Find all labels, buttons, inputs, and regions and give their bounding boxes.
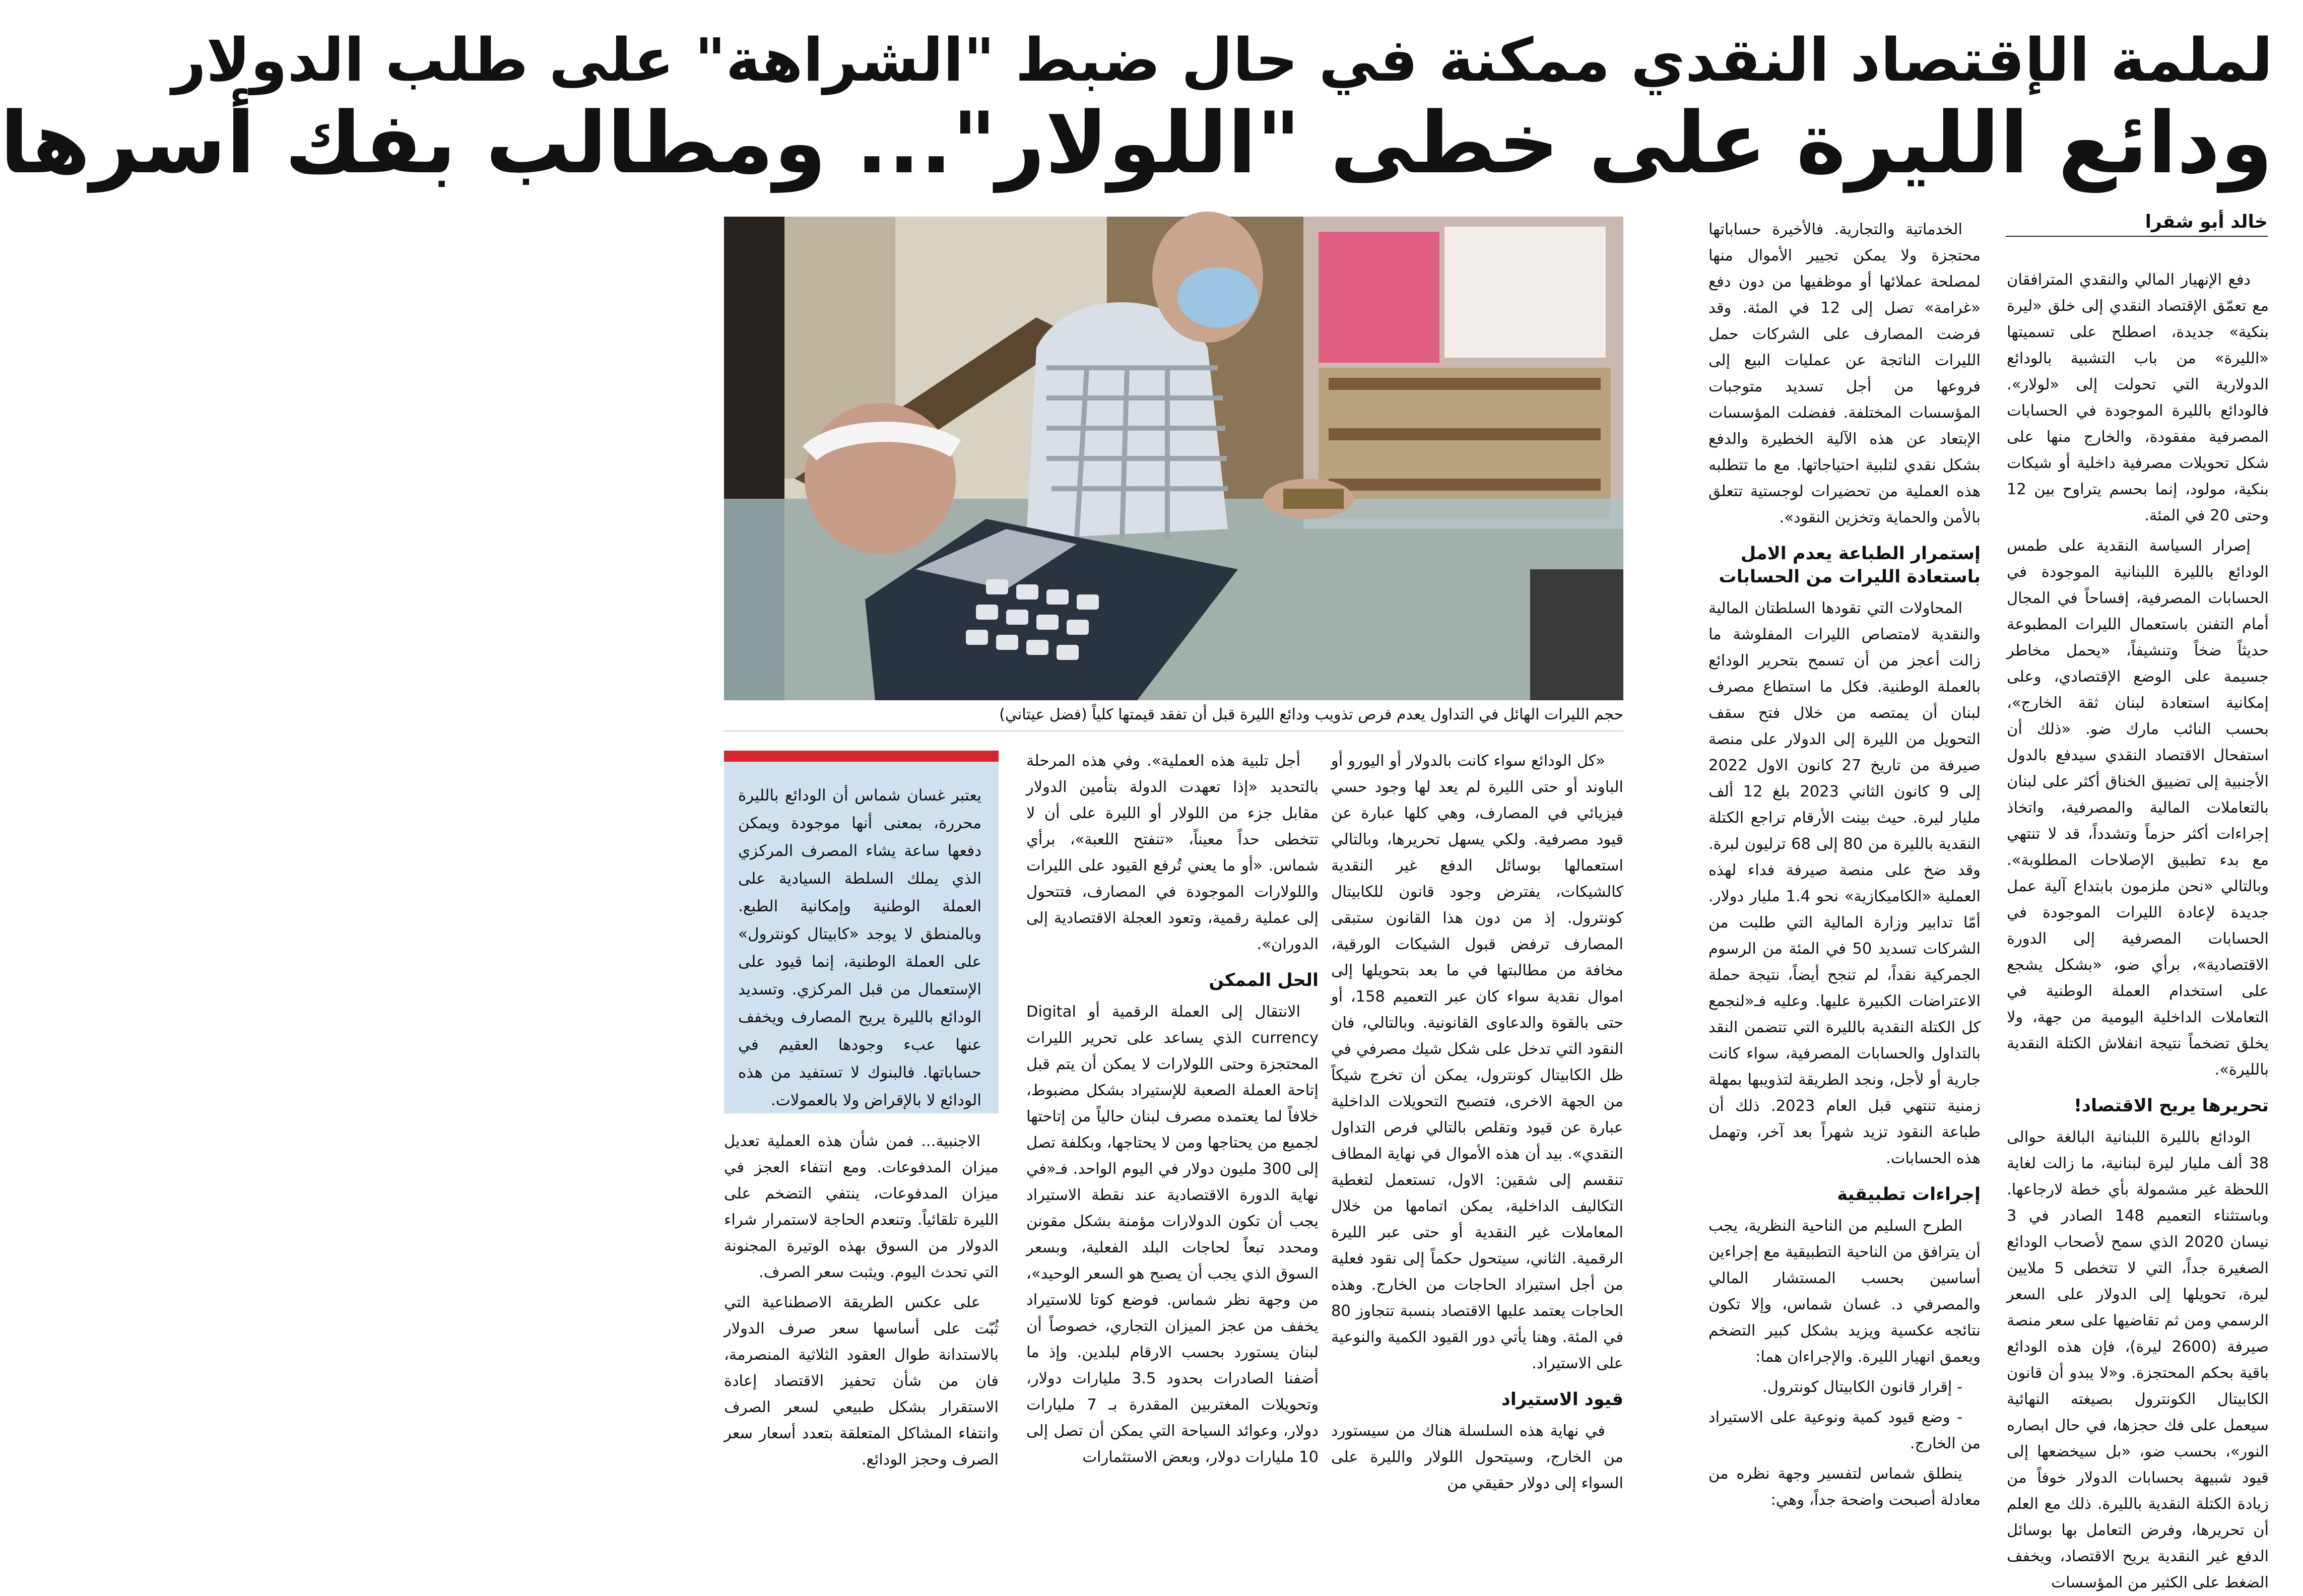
paragraph: الاجنبية... فمن شأن هذه العملية تعديل ميزان المدفوعات. ومع انتفاء العجز في ميزان المدفوعات، ينتفي التضخم على الليرة تلقائياً. وتنعدم الحاجة لاستمرار شراء الدولار من السوق بهذه الوتيرة المجنونة التي تحدث اليوم. ويثبت سعر الصرف. [724, 1133, 999, 1281]
paragraph: على عكس الطريقة الاصطناعية التي ثُبّت على أساسها سعر صرف الدولار بالاستدانة طوال العقود الثلاثية المنصرمة، فان من شأن تحفيز الاقتصاد إعادة الاستقرار بشكل طبيعي لسعر الصرف وانتفاء المشاكل المتعلقة بتعدد أسعار سعر الصرف وحجز الودائع. [724, 1294, 999, 1469]
divider [724, 730, 1623, 732]
subheading: إستمرار الطباعة يعدم الامل باستعادة الليرات من الحسابات [1719, 544, 1981, 587]
list-item: - وضع قيود كمية ونوعية على الاستيراد من الخارج. [1708, 1409, 1981, 1452]
news-photo [724, 217, 1623, 700]
paragraph: الخدماتية والتجارية. فالأخيرة حساباتها محتجزة ولا يمكن تجيير الأموال منها لمصلحة عملائها أو موظفيها من دون دفع «غرامة» تصل إلى 12 في المئة. وقد فرضت المصارف على الشركات حمل الليرات الناتجة عن عمليات البيع إلى فروعها من أجل تسديد متوجبات المؤسسات المختلفة. ففضلت المؤسسات الإبتعاد عن هذه الآلية الخطيرة والدفع بشكل نقدي لتلبية احتياجاتها. مع ما تتطلبه هذه العملية من تحضيرات لوجستية تتعلق بالأمن والحماية وتخزين النقود». [1708, 221, 1981, 526]
article-column-4 [1026, 748, 1319, 1557]
subheading: إجراءات تطبيقية [1837, 1184, 1981, 1205]
paragraph: الودائع بالليرة اللبنانية البالغة حوالى 38 ألف مليار ليرة لبنانية، ما زالت لغاية اللحظة غير مشمولة بأي خطة لارجاعها. وباستثناء التعميم 148 الصادر في 3 نيسان 2020 الذي سمح لأصحاب الودائع الصغيرة جداً، التي لا تتخطى 5 ملايين ليرة، تحويلها إلى الدولار على السعر الرسمي ومن ثم تقاضيها على سعر منصة صيرفة (2600 ليرة)، فإن هذه الودائع باقية بحكم المحتجزة. و«لا يبدو أن قانون الكابيتال الكونترول بصيغته النهائية سيعمل على فك حجزها، في حال ابصاره النور»، بحسب ضو، «بل سيخضعها إلى قيود شبيهة بحسابات الدولار خوفاً من زيادة الكتلة النقدية بالليرة. ذلك مع العلم أن تحريرها، وفرض التعامل بها بوسائل الدفع غير النقدية يريح الاقتصاد، ويخفف الضغط على الكثير من المؤسسات [2007, 1128, 2269, 1591]
byline-box [2006, 212, 2268, 237]
list-item: - إقرار قانون الكابيتال كونترول. [1762, 1378, 1962, 1396]
headline-kicker: لملمة الإقتصاد النقدي ممكنة في حال ضبط "الشراهة" على طلب الدولار [172, 25, 2273, 95]
subheading: الحل الممكن [1209, 970, 1319, 990]
sidebar-text: يعتبر غسان شماس أن الودائع بالليرة محررة، بمعنى أنها موجودة ويمكن دفعها ساعة يشاء المصرف المركزي الذي يملك السلطة السيادية على العملة الوطنية وإمكانية الطبع. وبالمنطق لا يوجد «كابيتال كونترول» على العملة الوطنية، إنما قيود على الإستعمال من قبل المركزي. وتسديد الودائع بالليرة يريح المصارف ويخفف عنها عبء وجودها العقيم في حساباتها. فالبنوك لا تستفيد من هذه الودائع لا بالإقراض ولا بالعمولات. [738, 786, 981, 1109]
paragraph: في نهاية هذه السلسلة هناك من سيستورد من الخارج، وسيتحول اللولار والليرة على السواء إلى دولار حقيقي من [1331, 1422, 1623, 1492]
sidebar-box [724, 751, 999, 1113]
headline-main: ودائع الليرة على خطى "اللولار"... ومطالب بفك أسرها [0, 94, 2273, 192]
article-column-5 [724, 1128, 999, 1557]
photo-illustration [724, 217, 1623, 700]
photo-caption: حجم الليرات الهائل في التداول يعدم فرص تذويب ودائع الليرة قبل أن تفقد قيمتها كلياً (فضل عيتاني) [999, 706, 1623, 723]
subheading: تحريرها يريح الاقتصاد! [2074, 1096, 2269, 1116]
paragraph: الانتقال إلى العملة الرقمية أو Digital currency الذي يساعد على تحرير الليرات المحتجزة وحتى اللولارات لا يمكن أن يتم قبل إتاحة العملة الصعبة للإستيراد بشكل مضبوط، خلافاً لما يعتمده مصرف لبنان حالياً من إتاحتها لجميع من يحتاجها ومن لا يحتاجها، وبكلفة تصل إلى 300 مليون دولار في اليوم الواحد. فـ«في نهاية الدورة الاقتصادية عند نقطة الاستيراد يجب أن تكون الدولارات مؤمنة بشكل مقونن ومحدد تبعاً لحاجات البلد الفعلية، وبسعر السوق الذي يجب أن يصبح هو السعر الوحيد»، من وجهة نظر شماس. فوضع كوتا للاستيراد يخفف من عجز الميزان التجاري، خصوصاً أن لبنان يستورد بحسب الارقام لبلدين. وإذ ما أضفنا الصادرات بحدود 3.5 مليارات دولار، وتحويلات المغتربين المقدرة بـ 7 مليارات دولار، وعوائد السياحة التي يمكن أن تصل إلى 10 مليارات دولار، وبعض الاستثمارات [1026, 1003, 1319, 1466]
paragraph: أجل تلبية هذه العملية». وفي هذه المرحلة بالتحديد «إذا تعهدت الدولة بتأمين الدولار مقابل جزء من اللولار أو الليرة على أن لا تتخطى حداً معيناً، «تنفتح اللعبة»، برأي شماس. «أو ما يعني تُرفع القيود على الليرات واللولارات الموجودة في المصارف، فتتحول إلى عملية رقمية، وتعود العجلة الاقتصادية إلى الدوران». [1026, 752, 1319, 953]
article-column-2 [1708, 217, 1981, 1557]
byline: خالد أبو شقرا [2145, 212, 2268, 232]
paragraph: إصرار السياسة النقدية على طمس الودائع بالليرة اللبنانية الموجودة في الحسابات المصرفية، إفساحاً في المجال أمام التفنن باستعمال الليرات المطبوعة حديثاً ضخاً وتنشيفاً، «يحمل مخاطر جسيمة على الوضع الإقتصادي، وعلى إمكانية استعادة لبنان ثقة الخارج»، بحسب النائب مارك ضو. «ذلك أن استفحال الاقتصاد النقدي سيدفع بالدول الأجنبية إلى تضييق الخناق أكثر على لبنان بالتعاملات المالية والمصرفية، واتخاذ إجراءات أكثر حزماً وتشدداً، قد لا تنتهي مع بدء تطبيق الإصلاحات المطلوبة». وبالتالي «نحن ملزمون بابتداع آلية عمل جديدة لإعادة الليرات الموجودة في الحسابات المصرفية إلى الدورة الاقتصادية»، برأي ضو، «بشكل يشجع على استخدام العملة الوطنية في التعاملات الداخلية اليومية من جهة، ولا يخلق تضخماً نتيجة انفلاش الكتلة النقدية بالليرة». [2007, 537, 2269, 1079]
paragraph: المحاولات التي تقودها السلطتان المالية والنقدية لامتصاص الليرات المفلوشة ما زالت أعجز من أن تسمح بتحرير الودائع بالعملة الوطنية. فكل ما استطاع مصرف لبنان أن يمتصه من خلال فتح سقف التحويل من الليرة إلى الدولار على منصة صيرفة من تاريخ 27 كانون الاول 2022 إلى 9 كانون الثاني 2023 بلغ 12 ألف مليار ليرة. حيث بينت الأرقام تراجع الكتلة النقدية بالليرة من 80 إلى 68 ترليون لبرة. وقد ضخ على منصة صيرفة فداء لهذه العملية «الكاميكازية» نحو 1.4 مليار دولار. أمّا تدابير وزارة المالية التي طلبت من الشركات تسديد 50 في المئة من الرسوم الجمركية نقداً، لم تنجح أيضاً، نتيجة حملة الاعتراضات الكبيرة عليها. وعليه فـ«لنجمع كل الكتلة النقدية بالليرة التي تتضمن النقد بالتداول والحسابات المصرفية، سواء كانت جارية أو لأجل، ونجد الطريقة لتذويبها بمهلة زمنية تنتهي قبل العام 2023. ذلك أن طباعة النقود تزيد شهراً بعد آخر، وتهمل هذه الحسابات. [1708, 600, 1981, 1167]
paragraph: دفع الإنهيار المالي والنقدي المترافقان مع تعمّق الإقتصاد النقدي إلى خلق «ليرة بنكية» جديدة، اصطلح على تسميتها «الليرة» من باب التشبية بالودائع الدولارية التي تحولت إلى «لولار». فالودائع بالليرة الموجودة في الحسابات المصرفية مفقودة، والخارج منها على شكل تحويلات مصرفية داخلية أو شيكات بنكية، مولود، إنما بحسم يتراوح بين 12 وحتى 20 في المئة. [2007, 271, 2269, 524]
article-column-3 [1331, 748, 1623, 1557]
subheading: قيود الاستيراد [1501, 1389, 1623, 1410]
article-column-1 [2007, 267, 2269, 1591]
paragraph: ينطلق شماس لتفسير وجهة نظره من معادلة أصبحت واضحة جداً، وهي: [1708, 1465, 1981, 1509]
paragraph: الطرح السليم من الناحية النظرية، يجب أن يترافق من الناحية التطبيقية مع إجراءين أساسين بحسب المستشار المالي والمصرفي د. غسان شماس، وإلا تكون نتائجه عكسية ويزيد بشكل كبير التضخم ويعمق انهيار الليرة. والإجراءان هما: [1708, 1217, 1981, 1366]
paragraph: «كل الودائع سواء كانت بالدولار أو اليورو أو الباوند أو حتى الليرة لم يعد لها وجود حسي فيزيائي في المصارف، وهي كلها عبارة عن قيود مصرفية. ولكي يسهل تحريرها، وبالتالي استعمالها بوسائل الدفع غير النقدية كالشيكات، يفترض وجود قانون للكابيتال كونترول. إذ من دون هذا القانون ستبقى المصارف ترفض قبول الشيكات الورقية، مخافة من مطالبتها في ما بعد بتحويلها إلى اموال نقدية سواء كان عبر التعميم 158، أو حتى بالقوة والدعاوى القانونية. وبالتالي، فان النقود التي تدخل على شكل شيك مصرفي في ظل الكابيتال كونترول، يمكن أن تخرج شيكاً من الجهة الاخرى، فتصبح التحويلات الداخلية عبارة عن قيود وتقلص بالتالي فرص التداول النقدي». بيد أن هذه الأموال في نهاية المطاف تنقسم إلى شقين: الاول، تستعمل لتغطية التكاليف الداخلية، يمكن اتمامها من خلال المعاملات غير النقدية أو حتى عبر الليرة الرقمية. الثاني، سيتحول حكماً إلى نقود فعلية من أجل استيراد الحاجات من الخارج. وهذه الحاجات يعتمد عليها الاقتصاد بنسبة تتجاوز 80 في المئة. وهنا يأتي دور القيود الكمية والنوعية على الاستيراد. [1331, 752, 1623, 1372]
